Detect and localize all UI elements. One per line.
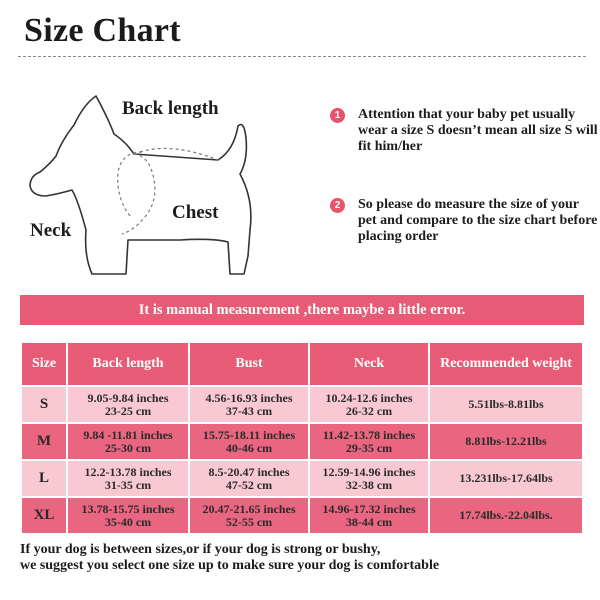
neck-cell: 11.42-13.78 inches 29-35 cm (310, 424, 428, 459)
size-cell: L (22, 461, 66, 496)
note-text: So please do measure the size of your pet and compare to the size chart before placing order (358, 197, 598, 244)
size-cell: M (22, 424, 66, 459)
weight-cell: 5.51lbs-8.81lbs (430, 387, 582, 422)
size-cell: XL (22, 498, 66, 533)
dog-silhouette-icon (30, 96, 251, 274)
table-row (22, 461, 582, 496)
neck-label: Neck (30, 220, 72, 241)
back-length-cell: 9.84 -11.81 inches 25-30 cm (68, 424, 188, 459)
weight-cell: 13.231lbs-17.64lbs (430, 461, 582, 496)
back-length-cell: 9.05-9.84 inches 23-25 cm (68, 387, 188, 422)
chest-measure-line (122, 154, 155, 234)
sizing-advice-line: If your dog is between sizes,or if your dog is strong or bushy, (20, 542, 381, 557)
header-recommended-weight: Recommended weight (430, 343, 582, 385)
bust-cell: 15.75-18.11 inches 40-46 cm (190, 424, 308, 459)
neck-cell: 10.24-12.6 inches 26-32 cm (310, 387, 428, 422)
weight-cell: 17.74lbs.-22.04lbs. (430, 498, 582, 533)
size-table (20, 341, 584, 535)
header-back-length: Back length (68, 343, 188, 385)
page-title: Size Chart (24, 12, 181, 49)
bust-cell: 8.5-20.47 inches 47-52 cm (190, 461, 308, 496)
note-text: Attention that your baby pet usually wear a size S doesn’t mean all size S will fit him/her (358, 107, 598, 154)
note-number-badge: 1 (330, 108, 345, 123)
back-measure-line (140, 148, 218, 160)
measurement-banner: It is manual measurement ,there maybe a little error. (20, 295, 584, 325)
neck-cell: 14.96-17.32 inches 38-44 cm (310, 498, 428, 533)
note-number-badge: 2 (330, 198, 345, 213)
weight-cell: 8.81lbs-12.21lbs (430, 424, 582, 459)
header-neck: Neck (310, 343, 428, 385)
table-row (22, 387, 582, 422)
neck-cell: 12.59-14.96 inches 32-38 cm (310, 461, 428, 496)
table-header-row (22, 343, 582, 385)
bust-cell: 4.56-16.93 inches 37-43 cm (190, 387, 308, 422)
sizing-advice (20, 542, 590, 574)
size-cell: S (22, 387, 66, 422)
title-divider (18, 56, 586, 57)
table-row (22, 498, 582, 533)
back-length-cell: 12.2-13.78 inches 31-35 cm (68, 461, 188, 496)
chest-label: Chest (172, 202, 219, 223)
back-length-cell: 13.78-15.75 inches 35-40 cm (68, 498, 188, 533)
header-bust: Bust (190, 343, 308, 385)
bust-cell: 20.47-21.65 inches 52-55 cm (190, 498, 308, 533)
back-length-label: Back length (122, 98, 219, 119)
sizing-advice-line: we suggest you select one size up to make sure your dog is comfortable (20, 558, 440, 573)
table-row (22, 424, 582, 459)
neck-measure-line (118, 152, 142, 216)
header-size: Size (22, 343, 66, 385)
